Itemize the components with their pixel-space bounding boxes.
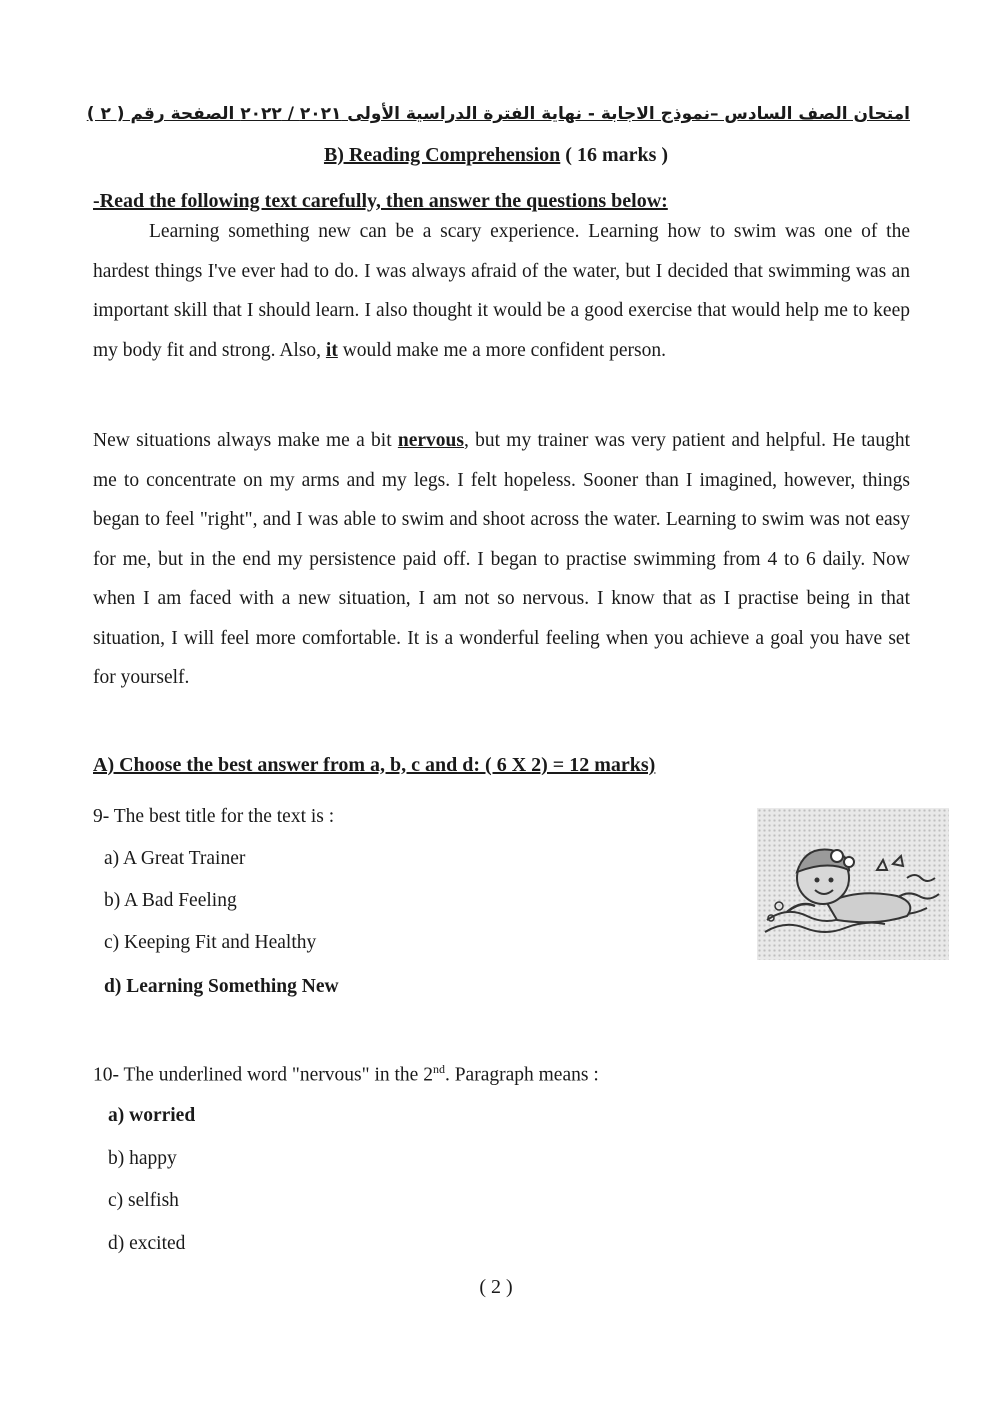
question-9-prompt: 9- The best title for the text is : — [93, 806, 335, 827]
question-10-prompt — [93, 1062, 599, 1087]
question-10-option-b: b) happy — [108, 1148, 177, 1169]
p1-keyword-it: it — [325, 339, 338, 361]
question-9-option-c: c) Keeping Fit and Healthy — [104, 932, 317, 953]
question-10-prompt-before: 10- The underlined word "nervous" in the 2 — [93, 1064, 433, 1086]
section-title — [0, 144, 992, 167]
question-10-option-d: d) excited — [108, 1233, 186, 1254]
swimmer-icon — [757, 808, 949, 960]
passage-paragraph-1 — [93, 212, 910, 370]
section-marks: ( 16 marks ) — [565, 144, 669, 166]
arabic-exam-header: امتحان الصف السادس –نموذج الاجابة - نهاية الفترة الدراسية الأولى ٢٠٢١ / ٢٠٢٢ الصفحة رقم ( ٢ ) — [86, 104, 910, 124]
p1-text-before: Learning something new can be a scary experience. Learning how to swim was one of the hardest things I've ever had to do. I was always afraid of the water, but I decided that swimming was an important skill that I should learn. I also thought it would be a good exercise that would help me to keep my body fit and strong. Also, — [93, 221, 910, 361]
section-title-text: B) Reading Comprehension — [323, 144, 561, 166]
p2-text-after: , but my trainer was very patient and helpful. He taught me to concentrate on my arms and my legs. I felt hopeless. Sooner than I imagined, however, things began to feel "right", and I was able to swim and shoot across the water. Learning to swim was not easy for me, but in the end my persistence paid off. I began to practise swimming from 4 to 6 daily. Now when I am faced with a new situation, I am not so nervous. I know that as I practise being in that situation, I will feel more comfortable. It is a wonderful feeling when you achieve a goal you have set for yourself. — [93, 430, 910, 688]
swimmer-illustration — [757, 808, 949, 960]
p2-text-before: New situations always make me a bit — [93, 430, 398, 451]
question-10-option-a-answer: a) worried — [108, 1105, 196, 1126]
question-10-option-c: c) selfish — [108, 1190, 179, 1211]
question-9-option-a: a) A Great Trainer — [104, 848, 246, 869]
question-9-option-b: b) A Bad Feeling — [104, 890, 237, 911]
question-10-prompt-after: . Paragraph means : — [444, 1064, 599, 1086]
question-10-prompt-sup: nd — [432, 1062, 445, 1076]
p1-text-after: would make me a more confident person. — [337, 339, 666, 361]
question-9-option-d-answer: d) Learning Something New — [104, 976, 339, 997]
passage-paragraph-2 — [93, 421, 910, 698]
reading-instructions: -Read the following text carefully, then answer the questions below: — [93, 190, 668, 212]
part-a-title: A) Choose the best answer from a, b, c and d: ( 6 X 2) = 12 marks) — [93, 754, 656, 776]
p2-keyword-nervous: nervous — [397, 430, 464, 451]
page-number: ( 2 ) — [479, 1276, 513, 1298]
